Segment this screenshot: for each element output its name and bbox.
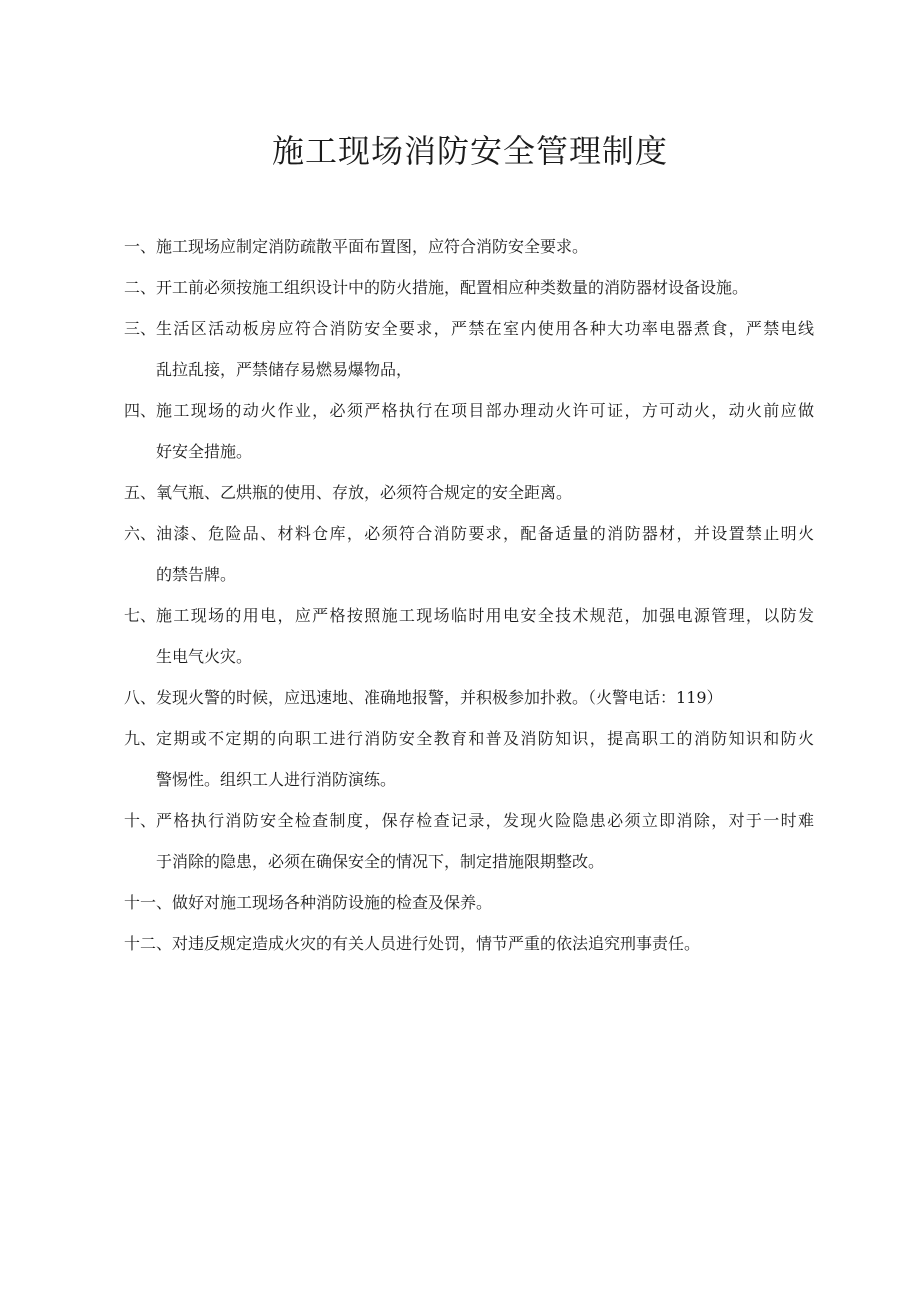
item-text	[156, 308, 814, 390]
item-text-line: 定期或不定期的向职工进行消防安全教育和普及消防知识，提高职工的消防知识和防火	[156, 729, 814, 748]
item-text-line: 于消除的隐患，必须在确保安全的情况下，制定措施限期整改。	[156, 852, 605, 871]
item-text	[156, 390, 814, 472]
item-text-line: 严格执行消防安全检查制度，保存检查记录，发现火险隐患必须立即消除，对于一时难	[156, 811, 814, 830]
regulation-item	[124, 595, 814, 677]
item-text	[172, 923, 814, 964]
item-text	[156, 800, 814, 882]
item-text-line: 对违反规定造成火灾的有关人员进行处罚，情节严重的依法追究刑事责任。	[172, 934, 701, 953]
regulation-item	[124, 800, 814, 882]
item-text-line: 开工前必须按施工组织设计中的防火措施，配置相应种类数量的消防器材设备设施。	[156, 278, 749, 297]
item-number: 四、	[124, 401, 157, 420]
item-number: 九、	[124, 729, 157, 748]
item-text	[156, 513, 814, 595]
regulation-item	[124, 513, 814, 595]
regulation-item	[124, 226, 814, 267]
item-text	[156, 677, 814, 718]
item-text	[156, 718, 814, 800]
item-text-line: 乱拉乱接，严禁储存易燃易爆物品，	[156, 360, 413, 379]
item-number: 三、	[124, 319, 157, 338]
item-text-line: 施工现场的动火作业，必须严格执行在项目部办理动火许可证，方可动火，动火前应做	[156, 401, 814, 420]
item-text-line: 的禁告牌。	[156, 565, 237, 584]
regulation-item	[124, 923, 814, 964]
item-text-line: 生活区活动板房应符合消防安全要求，严禁在室内使用各种大功率电器煮食，严禁电线	[156, 319, 814, 338]
item-number: 五、	[124, 483, 157, 502]
item-text-line: 好安全措施。	[156, 442, 253, 461]
regulation-list	[124, 226, 814, 964]
regulation-item	[124, 882, 814, 923]
item-text-line: 油漆、危险品、材料仓库，必须符合消防要求，配备适量的消防器材，并设置禁止明火	[156, 524, 814, 543]
item-number: 七、	[124, 606, 157, 625]
item-text-line: 发现火警的时候，应迅速地、准确地报警，并积极参加扑救。（火警电话：119）	[156, 688, 723, 707]
item-text	[156, 267, 814, 308]
regulation-item	[124, 308, 814, 390]
item-number: 十、	[124, 811, 157, 830]
item-number: 一、	[124, 237, 157, 256]
item-number: 六、	[124, 524, 157, 543]
regulation-item	[124, 718, 814, 800]
item-text-line: 施工现场的用电，应严格按照施工现场临时用电安全技术规范，加强电源管理，以防发	[156, 606, 814, 625]
item-number: 十一、	[124, 893, 173, 912]
item-text-line: 警惕性。组织工人进行消防演练。	[156, 770, 397, 789]
regulation-item	[124, 677, 814, 718]
item-number: 十二、	[124, 934, 173, 953]
regulation-item	[124, 390, 814, 472]
item-text-line: 施工现场应制定消防疏散平面布置图，应符合消防安全要求。	[156, 237, 589, 256]
item-text-line: 生电气火灾。	[156, 647, 253, 666]
item-text	[156, 226, 814, 267]
item-text-line: 做好对施工现场各种消防设施的检查及保养。	[172, 893, 493, 912]
regulation-item	[124, 267, 814, 308]
item-text-line: 氧气瓶、乙烘瓶的使用、存放，必须符合规定的安全距离。	[156, 483, 573, 502]
item-number: 二、	[124, 278, 157, 297]
regulation-item	[124, 472, 814, 513]
document-title: 施工现场消防安全管理制度	[271, 132, 668, 170]
item-text	[172, 882, 814, 923]
item-text	[156, 595, 814, 677]
item-text	[156, 472, 814, 513]
item-number: 八、	[124, 688, 157, 707]
